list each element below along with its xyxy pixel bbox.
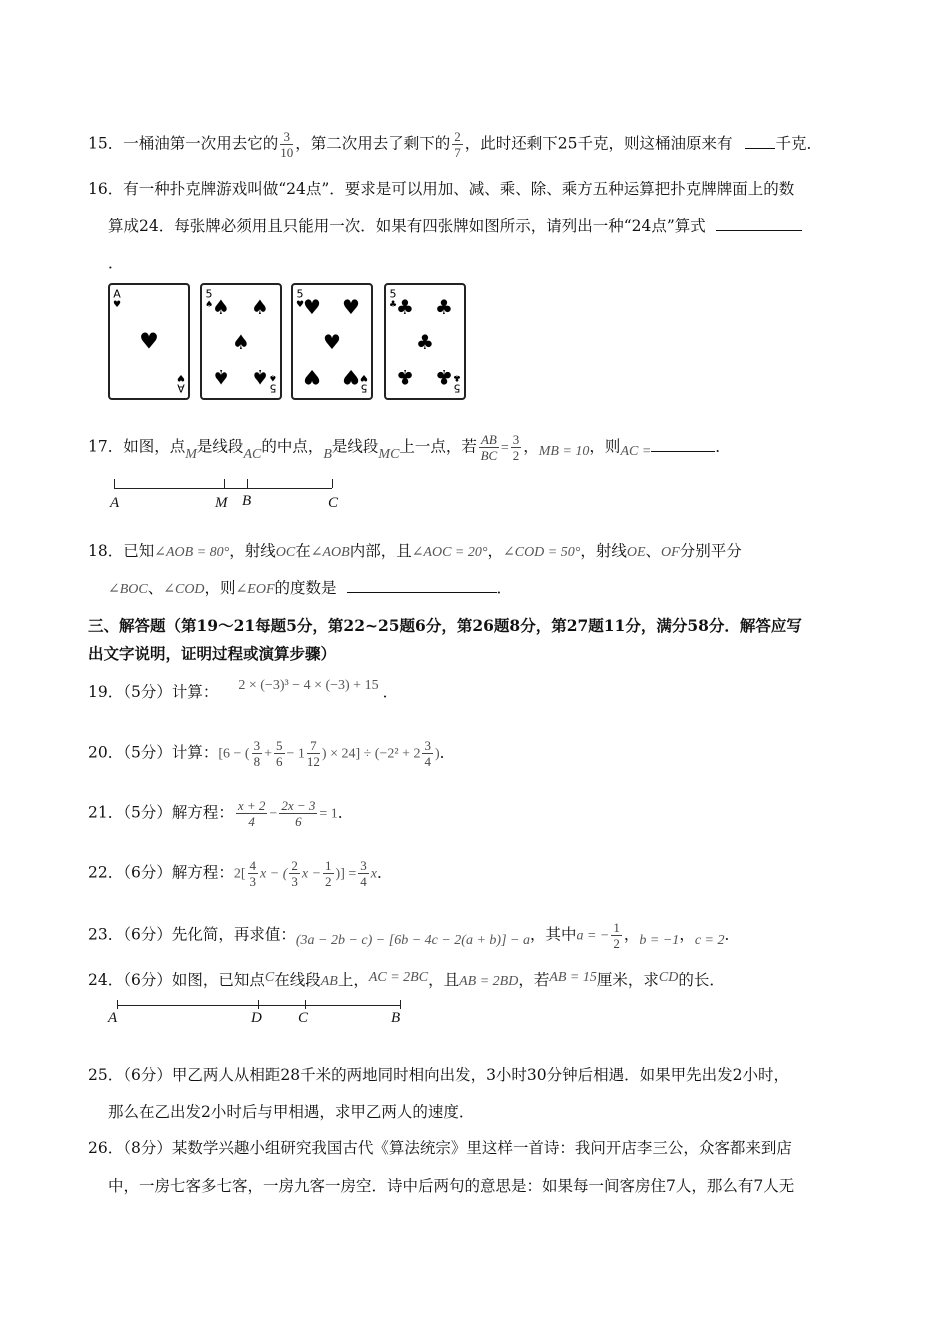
spade-icon: ♠ [212, 365, 230, 389]
card-rank: 5 [205, 287, 213, 301]
answer-blank [716, 230, 802, 231]
playing-card-club [384, 283, 466, 400]
club-icon: ♣ [435, 365, 453, 389]
heart-icon: ♥ [342, 295, 360, 319]
point-label: A [110, 495, 120, 511]
club-icon: ♣ [452, 372, 462, 382]
club-icon: ♣ [416, 330, 434, 354]
heart-icon: ♥ [359, 372, 369, 382]
question-19: 19．（5分）计算： 2 × (−3)³ − 4 × (−3) + 15 ． [88, 678, 399, 701]
spade-icon: ♠ [251, 365, 269, 389]
card-rank: 5 [269, 381, 277, 395]
point-label: M [215, 495, 228, 511]
fraction: $\frac{2}{7}$ [454, 129, 461, 160]
card-rank: 5 [360, 381, 368, 395]
answer-blank [347, 592, 497, 593]
spade-icon: ♠ [204, 300, 214, 310]
club-icon: ♣ [435, 295, 453, 319]
club-icon: ♣ [396, 365, 414, 389]
heart-icon: ♥ [303, 295, 321, 319]
section-heading: 三、解答题（第19～21每题5分，第22~25题6分，第26题8分，第27题11分，满分58分．解答应写 [88, 616, 802, 635]
question-26-line2: 中，一房七客多七客，一房九客一房空．诗中后两句的意思是：如果每一间客房住7人，那么有7人无 [108, 1177, 795, 1195]
point-label: C [298, 1010, 309, 1026]
question-16-line2: 算成24．每张牌必须用且只能用一次．如果有四张牌如图所示，请列出一种“24点”算式 [108, 215, 802, 237]
heart-icon: ♥ [323, 330, 341, 354]
spade-icon: ♠ [268, 372, 278, 382]
point-label: C [328, 495, 339, 511]
spade-icon: ♠ [232, 330, 250, 354]
card-rank: 5 [453, 381, 461, 395]
club-icon: ♣ [396, 295, 414, 319]
card-rank: 5 [389, 287, 397, 301]
heart-icon: ♥ [303, 365, 321, 389]
fraction: $\frac{AB}{BC}$ [480, 432, 498, 463]
point-label: A [108, 1010, 118, 1026]
fraction: $\frac{3}{2}$ [512, 432, 520, 463]
question-25-line1: 25．（6分）甲乙两人从相距28千米的两地同时相向出发，3小时30分钟后相遇．如果甲先出发2小时， [88, 1066, 790, 1084]
heart-icon: ♥ [139, 329, 159, 355]
question-24: 24．（6分）如图，已知点C在线段AB上，AC = 2BC，且AB = 2BD，若AB = 15厘米，求CD的长． [88, 970, 725, 989]
spade-icon: ♠ [251, 295, 269, 319]
question-15: 15．一桶油第一次用去它的 $\frac{3}{10}$ ，第二次用去了剩下的 $\frac{2}{7}$ ，此时还剩下25千克，则这桶油原来有 千克． [88, 129, 822, 160]
playing-card-heart [108, 283, 190, 400]
question-17: 17．如图，点M是线段AC的中点，B是线段MC上一点，若 $\frac{AB}{BC}$ = $\frac{3}{2}$ ，MB = 10，则AC = ． [88, 432, 731, 463]
question-23: 23．（6分）先化简，再求值：(3a − 2b − c) − [6b − 4c − 2(a + b)] − a，其中a = − $\frac{1}{2}$ ，b = −1，c = 2． [88, 920, 741, 951]
question-26-line1: 26．（8分）某数学兴趣小组研究我国古代《算法统宗》里这样一首诗：我问开店李三公，众客都来到店 [88, 1139, 792, 1157]
point-label: B [242, 493, 252, 509]
question-20: 20．（5分）计算：[6 − ( $\frac{3}{8}$ + $\frac{5}{6}$ − 1 $\frac{7}{12}$ ) × 24] ÷ (−2² + 2 $\frac{3}{4}$ )． [88, 738, 456, 769]
point-label: B [391, 1010, 401, 1026]
question-21: 21．（5分）解方程： $\frac{x + 2}{4}$ − $\frac{2x - 3}{6}$ = 1． [88, 798, 354, 829]
fraction: $\frac{3}{10}$ [280, 129, 294, 160]
heart-icon: ♥ [295, 300, 305, 310]
heart-icon: ♥ [112, 300, 122, 310]
heart-icon: ♥ [342, 365, 360, 389]
section-heading-cont: 出文字说明，证明过程或演算步骤） [88, 644, 337, 663]
question-16-line3: ． [108, 254, 124, 272]
card-rank: A [113, 287, 121, 301]
question-25-line2: 那么在乙出发2小时后与甲相遇，求甲乙两人的速度． [108, 1103, 475, 1121]
question-22: 22．（6分）解方程：2[ $\frac{4}{3}$ x − ( $\frac{2}{3}$ x − $\frac{1}{2}$ )] = $\frac{3}{4}$ x． [88, 858, 393, 889]
playing-card-spade [200, 283, 282, 400]
point-label: D [251, 1010, 262, 1026]
question-18-line2: ∠BOC、∠COD，则∠EOF的度数是 ． [108, 579, 513, 597]
card-rank: A [177, 381, 185, 395]
answer-blank [745, 148, 775, 149]
playing-card-heart [291, 283, 373, 400]
question-16-line1: 16．有一种扑克牌游戏叫做“24点”．要求是可以用加、减、乘、除、乘方五种运算把扑克牌牌面上的数 [88, 180, 795, 198]
club-icon: ♣ [388, 300, 398, 310]
card-rank: 5 [296, 287, 304, 301]
heart-icon: ♥ [176, 372, 186, 382]
answer-blank [651, 451, 715, 452]
question-18-line1: 18．已知∠AOB = 80°，射线OC在∠AOB内部，且∠AOC = 20°，∠COD = 50°，射线OE、OF分别平分 [88, 542, 742, 560]
spade-icon: ♠ [212, 295, 230, 319]
